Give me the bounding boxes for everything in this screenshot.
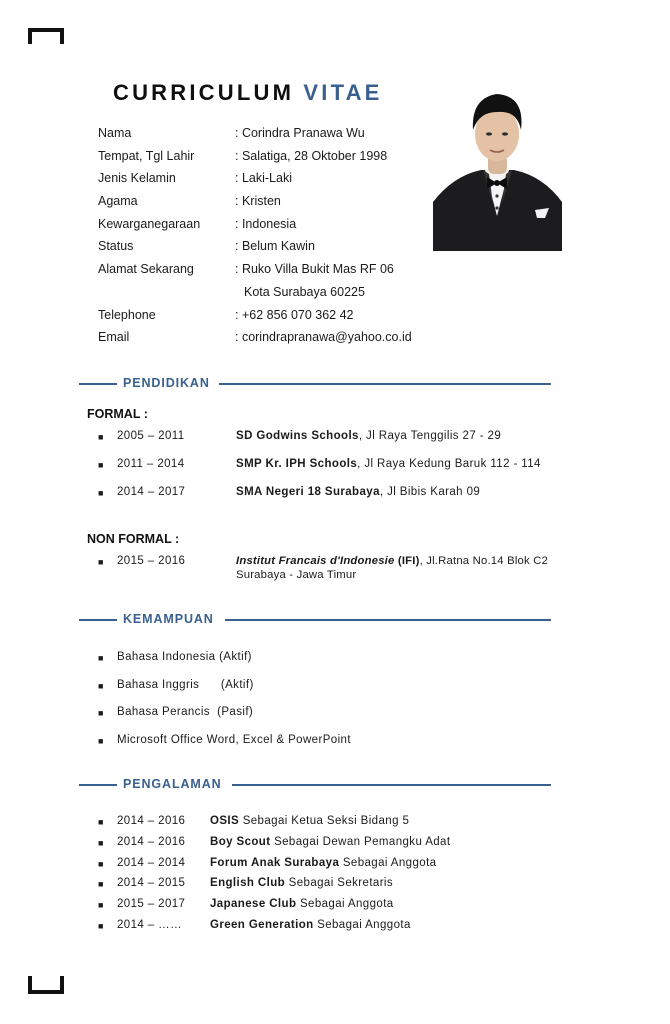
years: 2014 – 2016: [117, 835, 186, 848]
school-address: , Jl Raya Kedung Baruk 112 - 114: [357, 458, 541, 470]
section-header-skills: [79, 612, 551, 626]
years: 2014 – ……: [117, 919, 182, 931]
non-formal-education-list: [98, 555, 598, 589]
org-name: English Club: [210, 877, 286, 890]
section-header-education: [79, 376, 551, 390]
info-value: : Laki-Laki: [235, 171, 292, 186]
school-abbr: (IFI): [394, 555, 420, 567]
bottom-corner-mark: [28, 976, 64, 994]
education-desc: [236, 486, 480, 498]
bullet-icon: ■: [98, 735, 104, 746]
bullet-icon: ■: [98, 900, 104, 911]
info-label: Kewarganegaraan: [98, 216, 201, 231]
role: Sebagai Anggota: [339, 856, 437, 869]
info-value: : Ruko Villa Bukit Mas RF 06: [235, 262, 394, 277]
top-corner-mark: [28, 28, 64, 44]
experience-desc: [210, 836, 450, 848]
role: Sebagai Anggota: [296, 898, 394, 911]
bullet-icon: ■: [98, 921, 104, 931]
info-label: Alamat Sekarang: [98, 262, 194, 277]
education-desc: [236, 458, 541, 470]
title-main: CURRICULUM: [113, 80, 295, 105]
info-label: Email: [98, 330, 130, 345]
org-name: Japanese Club: [210, 898, 297, 911]
section-title: PENDIDIKAN: [123, 376, 217, 390]
experience-list: [98, 815, 558, 935]
experience-desc: [210, 815, 409, 827]
info-value: : +62 856 070 362 42: [235, 307, 354, 322]
years: 2014 – 2014: [117, 856, 186, 869]
role: Sebagai Anggota: [313, 919, 411, 931]
section-rule: [79, 383, 117, 385]
bullet-icon: ■: [98, 858, 104, 869]
info-label: Jenis Kelamin: [98, 171, 176, 186]
school-name: SD Godwins Schools: [236, 430, 359, 442]
bullet-icon: ■: [98, 837, 104, 848]
years: 2005 – 2011: [117, 430, 185, 442]
section-title: PENGALAMAN: [123, 777, 229, 791]
role: Sebagai Ketua Seksi Bidang 5: [239, 815, 410, 827]
role: Sebagai Dewan Pemangku Adat: [270, 835, 451, 848]
info-value: : Corindra Pranawa Wu: [235, 126, 365, 140]
school-name: SMA Negeri 18 Surabaya: [236, 486, 380, 498]
skill-text: Microsoft Office Word, Excel & PowerPoint: [117, 733, 351, 746]
info-label: Tempat, Tgl Lahir: [98, 148, 195, 163]
title-accent: VITAE: [303, 80, 383, 105]
section-rule: [232, 784, 551, 786]
section-rule: [79, 784, 117, 786]
role: Sebagai Sekretaris: [285, 877, 394, 890]
section-header-experience: [79, 777, 551, 791]
org-name: Boy Scout: [210, 835, 271, 848]
bullet-icon: ■: [98, 817, 104, 827]
skill-text: Bahasa Perancis (Pasif): [117, 706, 254, 718]
bullet-icon: ■: [98, 680, 104, 691]
org-name: Forum Anak Surabaya: [210, 856, 340, 869]
experience-desc: [210, 919, 411, 931]
years: 2015 – 2017: [117, 898, 186, 911]
years: 2011 – 2014: [117, 458, 185, 470]
skills-list: [98, 651, 498, 751]
info-label: Status: [98, 239, 134, 254]
years: 2014 – 2016: [117, 815, 186, 827]
info-value: : Indonesia: [235, 216, 297, 231]
non-formal-heading: NON FORMAL :: [87, 532, 180, 546]
section-rule: [225, 619, 551, 621]
profile-photo: [433, 84, 562, 251]
info-label: Telephone: [98, 307, 156, 322]
skill-text: Bahasa Indonesia (Aktif): [117, 651, 252, 663]
years: 2014 – 2015: [117, 877, 186, 890]
org-name: Green Generation: [210, 919, 314, 931]
experience-desc: [210, 877, 393, 889]
info-value: : Salatiga, 28 Oktober 1998: [235, 148, 388, 163]
info-label: Nama: [98, 126, 132, 140]
years: 2015 – 2016: [117, 555, 186, 567]
school-name: Institut Francais d'Indonesie: [236, 555, 395, 567]
info-value: : Belum Kawin: [235, 239, 315, 254]
info-value: : Kristen: [235, 194, 281, 209]
bullet-icon: ■: [98, 708, 104, 718]
bullet-icon: ■: [98, 460, 104, 470]
section-title: KEMAMPUAN: [123, 612, 221, 626]
bullet-icon: ■: [98, 488, 104, 498]
school-address: , Jl.Ratna No.14 Blok C2: [419, 555, 549, 567]
education-desc: [236, 430, 501, 442]
skill-text: Bahasa Inggris (Aktif): [117, 678, 254, 691]
school-address: , Jl Raya Tenggilis 27 - 29: [358, 430, 502, 442]
school-address: , Jl Bibis Karah 09: [379, 486, 481, 498]
school-address-line2: Surabaya - Jawa Timur: [236, 569, 357, 581]
experience-desc: [210, 898, 394, 910]
years: 2014 – 2017: [117, 486, 186, 498]
education-desc: [236, 555, 548, 567]
info-value: Kota Surabaya 60225: [244, 284, 365, 299]
bullet-icon: ■: [98, 557, 104, 567]
org-name: OSIS: [210, 815, 240, 827]
bullet-icon: ■: [98, 653, 104, 663]
section-rule: [219, 383, 551, 385]
formal-education-list: [98, 430, 598, 510]
info-label: Agama: [98, 194, 138, 209]
bullet-icon: ■: [98, 432, 104, 442]
info-value: : corindrapranawa@yahoo.co.id: [235, 330, 412, 345]
bullet-icon: ■: [98, 879, 104, 890]
formal-heading: FORMAL :: [87, 407, 148, 421]
experience-desc: [210, 857, 436, 869]
school-name: SMP Kr. IPH Schools: [236, 458, 358, 470]
page-title: [113, 80, 383, 106]
section-rule: [79, 619, 117, 621]
